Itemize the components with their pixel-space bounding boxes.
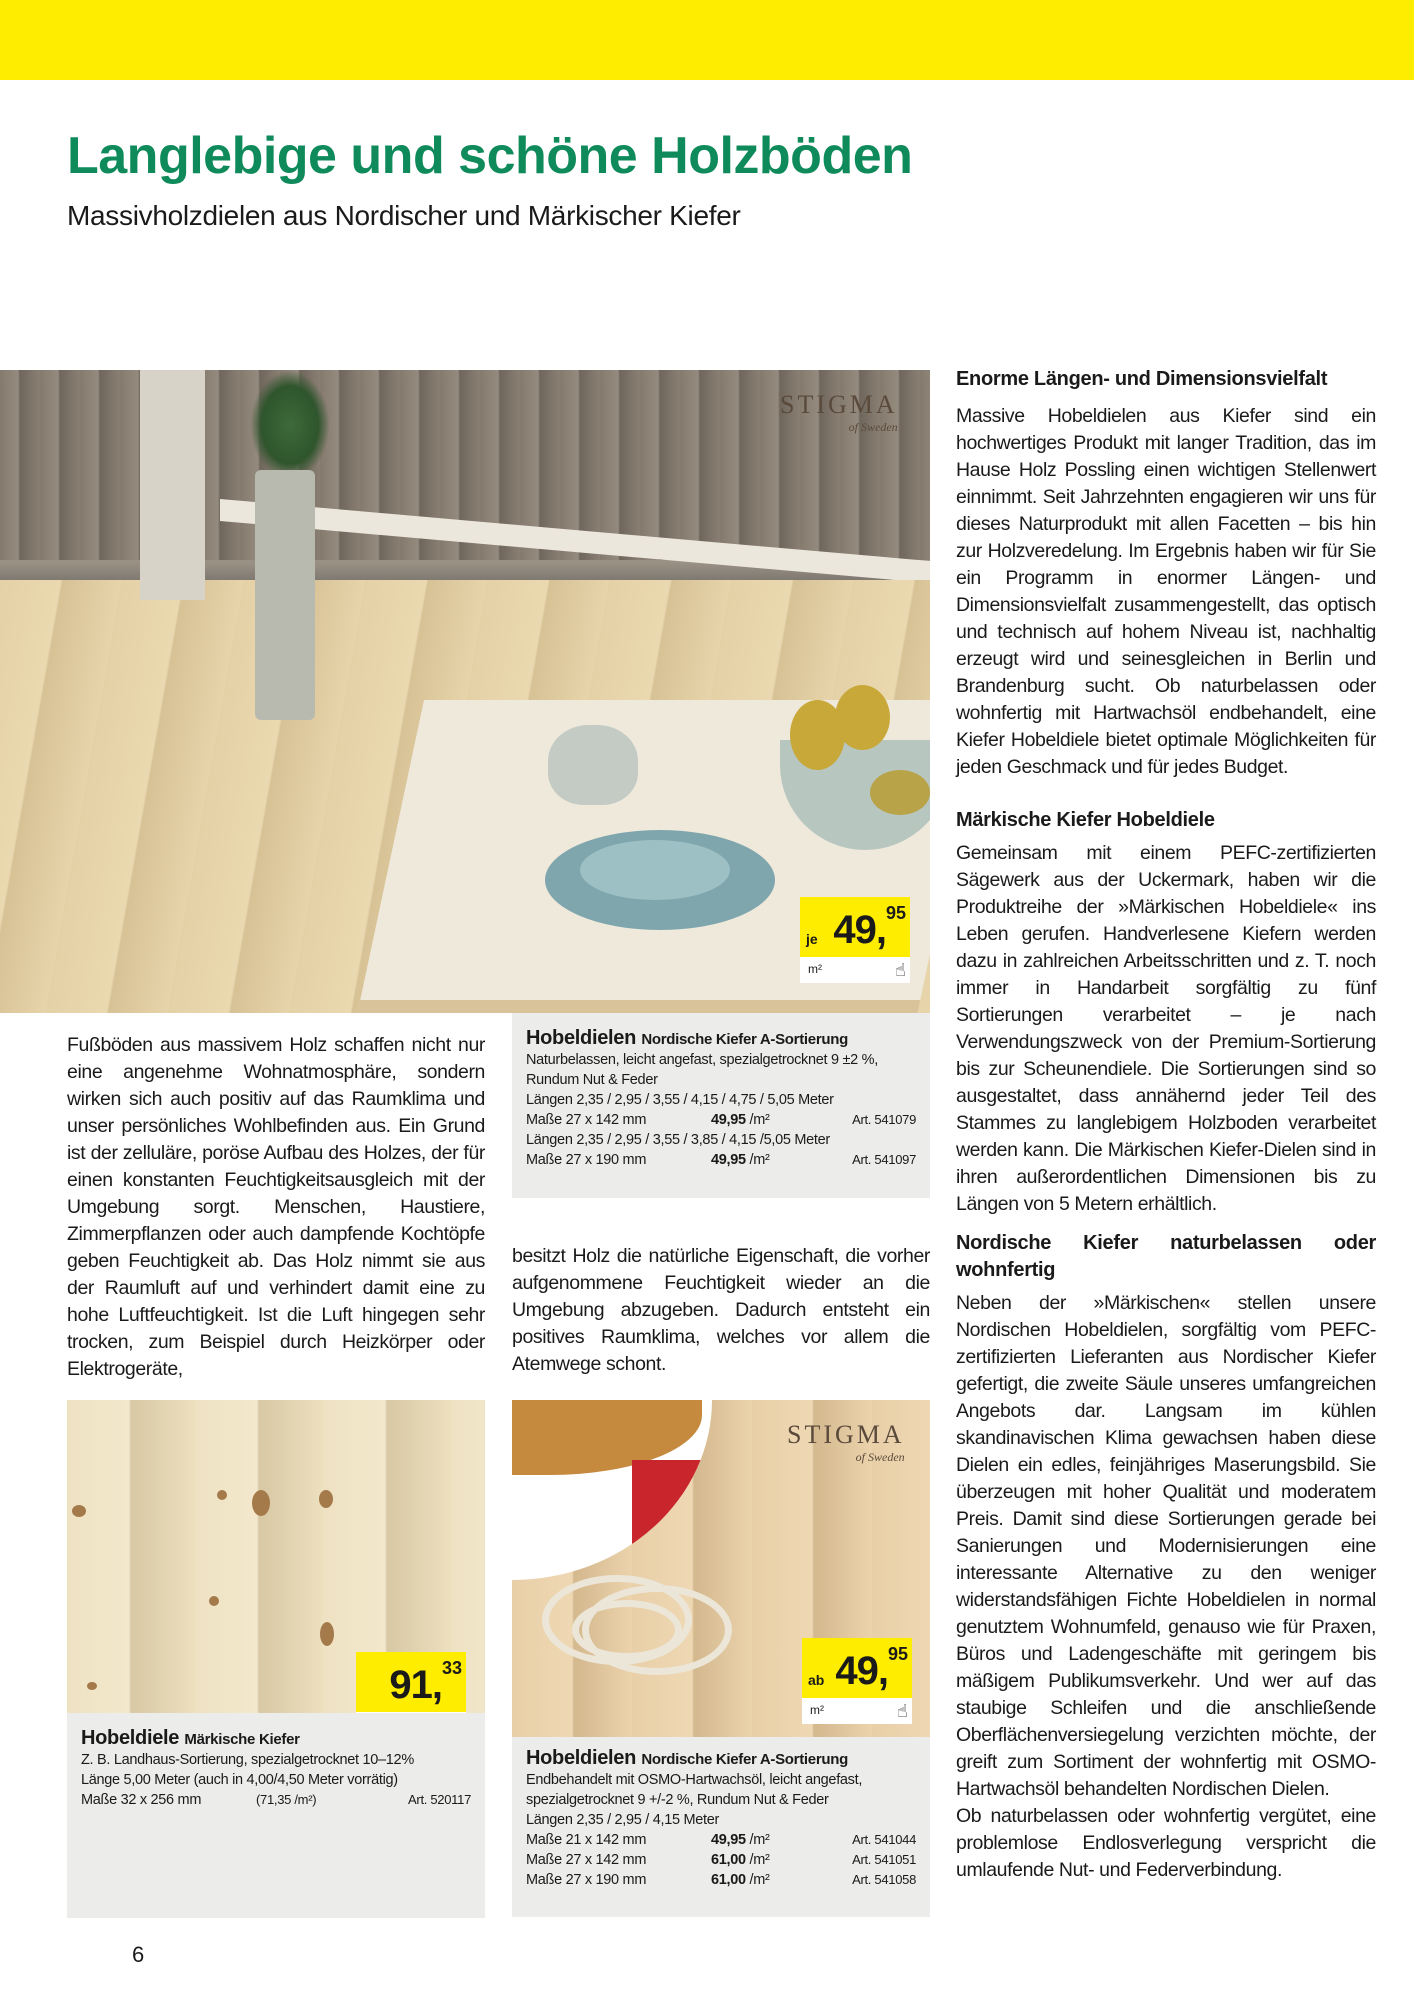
- price-unit: /m²: [745, 1852, 770, 1868]
- rope-coil: [572, 1600, 682, 1660]
- stigma-logo: [780, 390, 898, 435]
- product-name: Hobeldielen: [526, 1027, 637, 1049]
- spec-size: Maße 27 x 190 mm: [526, 1152, 647, 1168]
- intro-text-left: [67, 1032, 485, 1383]
- product-desc-line: Endbehandelt mit OSMO-Hartwachsöl, leicht angefast,: [526, 1772, 863, 1788]
- article-number: Art. 541051: [852, 1852, 916, 1867]
- price-yellow-area: [802, 1638, 912, 1698]
- boat-hull: [632, 1460, 712, 1580]
- wood-knot: [209, 1596, 219, 1606]
- price-unit: m²: [810, 1703, 824, 1717]
- spec-row: [526, 1850, 916, 1870]
- price-main: 49,: [833, 908, 886, 952]
- price-value: 49,95: [711, 1112, 746, 1128]
- wood-knot: [320, 1622, 334, 1646]
- product-box-maerkisch: [67, 1713, 485, 1918]
- melon: [870, 770, 930, 815]
- price-cents: 95: [887, 1644, 908, 1664]
- page-title: Langlebige und schöne Holzböden: [67, 127, 913, 185]
- section-text: Gemeinsam mit einem PEFC-zertifizierten Sägewerk aus der Uckermark, haben wir die Produktreihe der »Märkischen Hobeldiele« ins Leben gerufen. Handverlesene Kiefern werden dazu in zahlreichen Arbeitsschritten und z. T. noch immer in Handarbeit sorgfältig zu fünf Sortierungen verarbeitet – je nach Verwendungszweck von der Premium-Sortierung bis zur Scheunendiele. Die Sortierungen sind so ausgestaltet, dass annähernd jeder Teil des Stammes zu langlebigem Holzboden verarbeitet werden kann. Die Märkischen Kiefer-Dielen sind in ihren außerordentlichen Dimensionen bis zu Längen von 5 Metern erhältlich.: [956, 842, 1376, 1215]
- section-heading: Märkische Kiefer Hobeldiele: [956, 809, 1215, 831]
- blue-bowl: [580, 840, 730, 900]
- pear: [835, 685, 890, 750]
- spec-price-per-m2: (71,35 /m²): [256, 1792, 317, 1807]
- price-unit-area: [800, 957, 910, 983]
- brand-name: STIGMA: [787, 1420, 905, 1449]
- price-prefix: ab: [808, 1672, 825, 1688]
- page-number: 6: [132, 1942, 145, 1967]
- spec-price: [711, 1110, 841, 1130]
- spec-size: Maße 27 x 142 mm: [526, 1852, 647, 1868]
- spec-size: Maße 21 x 142 mm: [526, 1832, 647, 1848]
- price-prefix: je: [806, 931, 818, 947]
- spec-row: [526, 1110, 916, 1130]
- intro-paragraph-continued: besitzt Holz die natürliche Eigenschaft, die vorher aufgenommene Feuchtigkeit wieder an die Umgebung abzugeben. Dadurch entsteht ein positives Raumklima, welches vor allem die Atemwege schont.: [512, 1245, 930, 1375]
- product-variant: Märkische Kiefer: [184, 1731, 300, 1748]
- section-heading: Enorme Längen- und Dimensionsvielfalt: [956, 368, 1328, 390]
- curtain: [140, 370, 205, 600]
- wood-knot: [72, 1505, 86, 1517]
- wood-knot: [217, 1490, 227, 1500]
- intro-paragraph: Fußböden aus massivem Holz schaffen nicht nur eine angenehme Wohnatmosphäre, sondern wirken sich auch positiv auf das Raumklima und unser persönliches Wohlbefinden aus. Ein Grund ist der zelluläre, poröse Aufbau des Holzes, der für einen konstanten Feuchtigkeitsausgleich mit der Umgebung sorgt. Menschen, Haustiere, Zimmerpflanzen oder auch dampfende Kochtöpfe geben Feuchtigkeit ab. Das Holz nimmt sie aus der Raumluft auf und verhindert damit eine zu hohe Luftfeuchtigkeit. Ist die Luft hingegen sehr trocken, zum Beispiel durch Heizkörper oder Elektrogeräte,: [67, 1034, 485, 1380]
- article-number: Art. 541097: [852, 1152, 916, 1167]
- price-yellow-area: [356, 1652, 466, 1712]
- spec-row: [526, 1830, 916, 1850]
- product-variant: Nordische Kiefer A-Sortierung: [641, 1031, 848, 1048]
- price-main: 49,: [835, 1649, 888, 1693]
- spec-price: [711, 1150, 841, 1170]
- product-lengths: Längen 2,35 / 2,95 / 3,55 / 4,15 / 4,75 / 5,05 Meter: [526, 1092, 834, 1108]
- brand-subline: of Sweden: [855, 1450, 905, 1464]
- product-desc-line: Länge 5,00 Meter (auch in 4,00/4,50 Meter vorrätig): [81, 1772, 398, 1788]
- product-title: [526, 1027, 916, 1050]
- model-boat: [512, 1400, 712, 1580]
- article-number: Art. 541079: [852, 1112, 916, 1127]
- spec-size: Maße 27 x 142 mm: [526, 1112, 647, 1128]
- wood-knot: [87, 1682, 97, 1690]
- click-hand-icon[interactable]: ☝: [897, 1701, 908, 1721]
- price-unit: /m²: [745, 1872, 770, 1888]
- product-title: [81, 1727, 471, 1750]
- vase: [255, 470, 315, 720]
- stacked-bowls: [548, 725, 638, 805]
- brand-name: STIGMA: [780, 390, 898, 419]
- product-box-nordische-osmo: [512, 1737, 930, 1917]
- product-variant: Nordische Kiefer A-Sortierung: [641, 1751, 848, 1768]
- brand-subline: of Sweden: [848, 420, 898, 434]
- product-desc-line: Rundum Nut & Feder: [526, 1072, 658, 1088]
- hero-photo-dining-room: [0, 370, 930, 1013]
- article-number: Art. 520117: [408, 1792, 471, 1807]
- article-number: Art. 541044: [852, 1832, 916, 1847]
- price-value: 49,95: [711, 1832, 746, 1848]
- price-tag-osmo[interactable]: [802, 1638, 912, 1724]
- spec-price: [711, 1850, 841, 1870]
- section-text: Neben der »Märkischen« stellen unsere Nordischen Hobeldielen, sorgfältig vom PEFC-zertifizierten Lieferanten aus Nordischer Kiefer gefertigt, die zweite Säule unseres umfangreichen Angebots dar. Langsam im kühlen skandinavischen Klima gewachsen haben diese Dielen ein edles, feinjähriges Maserungsbild. Sie überzeugen mit hoher Qualität und moderatem Preis. Damit sind diese Sortierungen gerade bei Sanierungen und Modernisierungen eine interessante Alternative zu den weniger widerstandsfähigen Fichte Hobeldielen in normal genutztem Wohnumfeld, genauso wie für Praxen, Büros und Ladengeschäfte mit geringem bis mäßigem Publikumsverkehr. Und wer auf das staubige Schleifen und die anschließende Oberflächenversiegelung verzichten möchte, der greift zum Sortiment der wohnfertig mit OSMO-Hartwachsöl behandelten Nordischen Dielen.: [956, 1292, 1376, 1800]
- spec-row: [526, 1150, 916, 1170]
- price-yellow-area: [800, 897, 910, 957]
- spec-size: Maße 32 x 256 mm: [81, 1792, 202, 1808]
- section-text: Ob naturbelassen oder wohnfertig vergütet, eine problemlose Endlosverlegung verspricht die umlaufende Nut- und Federverbindung.: [956, 1805, 1376, 1881]
- click-hand-icon[interactable]: ☝: [895, 960, 906, 980]
- section-heading: Nordische Kiefer naturbelassen oder wohnfertig: [956, 1232, 1376, 1281]
- price-unit: m²: [808, 962, 822, 976]
- product-title: [526, 1747, 916, 1770]
- price-value: 61,00: [711, 1852, 746, 1868]
- product-name: Hobeldiele: [81, 1727, 180, 1749]
- spec-row: [81, 1790, 471, 1810]
- intro-text-center: [512, 1243, 930, 1378]
- top-yellow-band: [0, 0, 1414, 80]
- product-desc-line: Z. B. Landhaus-Sortierung, spezialgetrocknet 10–12%: [81, 1752, 414, 1768]
- price-main: 91,: [389, 1663, 442, 1707]
- stigma-logo: [787, 1420, 905, 1465]
- spec-size: Maße 27 x 190 mm: [526, 1872, 647, 1888]
- spec-price: [711, 1870, 841, 1890]
- price-unit: /m²: [745, 1152, 770, 1168]
- price-value: 49,95: [711, 1152, 746, 1168]
- price-cents: 33: [441, 1658, 462, 1678]
- spec-row: [526, 1870, 916, 1890]
- price-value: 61,00: [711, 1872, 746, 1888]
- right-column: [956, 366, 1376, 1884]
- price-tag[interactable]: [800, 897, 910, 983]
- price-cents: 95: [885, 903, 906, 923]
- price-unit: /m²: [745, 1832, 770, 1848]
- product-box-nordische-natur: [512, 1013, 930, 1198]
- plant: [250, 370, 330, 480]
- spec-price: [711, 1830, 841, 1850]
- photo-nordische-kiefer-boat: [512, 1400, 930, 1737]
- product-desc-line: spezialgetrocknet 9 +/-2 %, Rundum Nut & Feder: [526, 1792, 829, 1808]
- price-unit-area: [802, 1698, 912, 1724]
- price-unit: /m²: [745, 1112, 770, 1128]
- article-number: Art. 541058: [852, 1872, 916, 1887]
- wood-knot: [252, 1490, 270, 1516]
- product-lengths: Längen 2,35 / 2,95 / 4,15 Meter: [526, 1812, 720, 1828]
- section-text: Massive Hobeldielen aus Kiefer sind ein hochwertiges Produkt mit langer Tradition, das im Hause Holz Possling einen wichtigen Stellenwert einnimmt. Seit Jahrzehnten engagieren wir uns für dieses Naturprodukt mit allen Facetten – bis hin zur Holzveredelung. Im Ergebnis haben wir für Sie ein Programm in enormer Längen- und Dimensionsvielfalt zusammengestellt, das optisch und technisch auf hohem Niveau ist, nachhaltig erzeugt wird und seinesgleichen in Berlin und Brandenburg sucht. Ob naturbelassen oder wohnfertig mit Hartwachsöl endbehandelt, eine Kiefer Hobeldiele bietet optimale Möglichkeiten für jeden Geschmack und für jedes Budget.: [956, 405, 1376, 778]
- product-lengths: Längen 2,35 / 2,95 / 3,55 / 3,85 / 4,15 /5,05 Meter: [526, 1132, 830, 1148]
- page-subtitle: Massivholzdielen aus Nordischer und Märkischer Kiefer: [67, 200, 741, 231]
- wood-knot: [319, 1490, 333, 1508]
- product-name: Hobeldielen: [526, 1747, 637, 1769]
- product-desc-line: Naturbelassen, leicht angefast, spezialgetrocknet 9 ±2 %,: [526, 1052, 878, 1068]
